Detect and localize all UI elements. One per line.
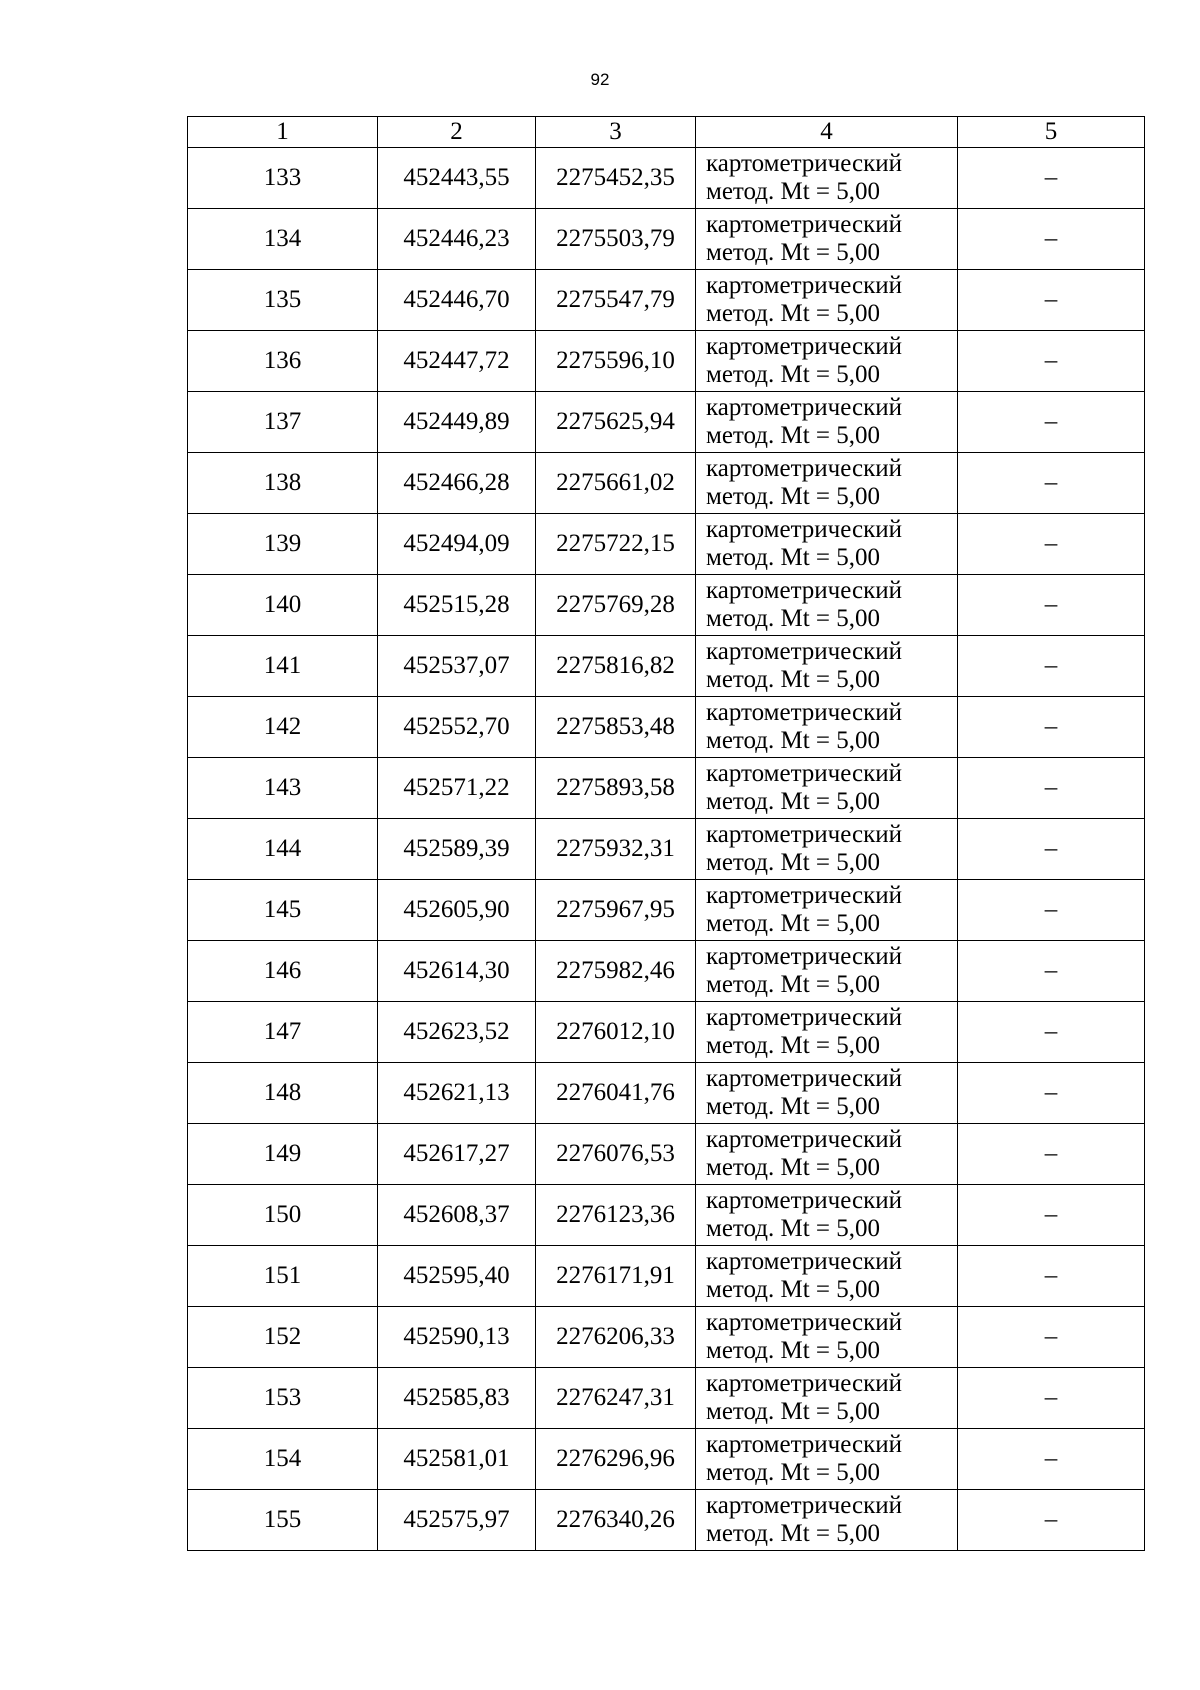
note-cell: –	[958, 209, 1145, 270]
point-number-cell: 144	[188, 819, 378, 880]
page-number: 92	[590, 70, 610, 89]
x-coordinate-cell: 452575,97	[378, 1490, 536, 1551]
method-line-1: картометрический	[706, 1370, 902, 1397]
y-coordinate-cell: 2275625,94	[536, 392, 696, 453]
x-coordinate-cell: 452589,39	[378, 819, 536, 880]
y-coordinate-cell: 2276296,96	[536, 1429, 696, 1490]
table-row	[188, 1429, 1145, 1490]
point-number-cell: 152	[188, 1307, 378, 1368]
method-line-2: метод. Mt = 5,00	[706, 1093, 881, 1120]
note-cell: –	[958, 270, 1145, 331]
method-line-1: картометрический	[706, 577, 902, 604]
x-coordinate-cell: 452581,01	[378, 1429, 536, 1490]
x-coordinate-cell: 452590,13	[378, 1307, 536, 1368]
column-header-2: 2	[378, 117, 536, 148]
table-row	[188, 1002, 1145, 1063]
method-line-1: картометрический	[706, 1309, 902, 1336]
x-coordinate-cell: 452494,09	[378, 514, 536, 575]
method-cell	[696, 575, 958, 636]
method-line-1: картометрический	[706, 211, 902, 238]
y-coordinate-cell: 2276041,76	[536, 1063, 696, 1124]
note-cell: –	[958, 880, 1145, 941]
point-number-cell: 153	[188, 1368, 378, 1429]
y-coordinate-cell: 2276076,53	[536, 1124, 696, 1185]
table-row	[188, 880, 1145, 941]
method-line-2: метод. Mt = 5,00	[706, 788, 881, 815]
column-header-5: 5	[958, 117, 1145, 148]
point-number-cell: 138	[188, 453, 378, 514]
method-line-2: метод. Mt = 5,00	[706, 1459, 881, 1486]
note-cell: –	[958, 819, 1145, 880]
column-header-3: 3	[536, 117, 696, 148]
table-row	[188, 941, 1145, 1002]
method-line-2: метод. Mt = 5,00	[706, 1337, 881, 1364]
table-row	[188, 697, 1145, 758]
note-cell: –	[958, 697, 1145, 758]
method-line-2: метод. Mt = 5,00	[706, 422, 881, 449]
x-coordinate-cell: 452443,55	[378, 148, 536, 209]
method-line-1: картометрический	[706, 1004, 902, 1031]
point-number-cell: 135	[188, 270, 378, 331]
method-cell	[696, 880, 958, 941]
point-number-cell: 151	[188, 1246, 378, 1307]
point-number-cell: 147	[188, 1002, 378, 1063]
header-row	[188, 117, 1145, 148]
point-number-cell: 142	[188, 697, 378, 758]
method-line-2: метод. Mt = 5,00	[706, 727, 881, 754]
method-line-1: картометрический	[706, 516, 902, 543]
method-cell	[696, 1063, 958, 1124]
coordinates-table	[187, 116, 1145, 1551]
method-line-1: картометрический	[706, 1248, 902, 1275]
table-row	[188, 392, 1145, 453]
method-cell	[696, 1124, 958, 1185]
method-cell	[696, 1307, 958, 1368]
table-row	[188, 819, 1145, 880]
point-number-cell: 141	[188, 636, 378, 697]
method-line-2: метод. Mt = 5,00	[706, 910, 881, 937]
method-line-2: метод. Mt = 5,00	[706, 1520, 881, 1547]
x-coordinate-cell: 452605,90	[378, 880, 536, 941]
method-line-1: картометрический	[706, 1126, 902, 1153]
method-line-1: картометрический	[706, 943, 902, 970]
table-row	[188, 1307, 1145, 1368]
point-number-cell: 155	[188, 1490, 378, 1551]
x-coordinate-cell: 452537,07	[378, 636, 536, 697]
method-line-1: картометрический	[706, 882, 902, 909]
table-row	[188, 1185, 1145, 1246]
note-cell: –	[958, 636, 1145, 697]
y-coordinate-cell: 2275982,46	[536, 941, 696, 1002]
method-line-1: картометрический	[706, 150, 902, 177]
x-coordinate-cell: 452571,22	[378, 758, 536, 819]
y-coordinate-cell: 2275661,02	[536, 453, 696, 514]
method-cell	[696, 331, 958, 392]
y-coordinate-cell: 2275503,79	[536, 209, 696, 270]
method-cell	[696, 758, 958, 819]
method-line-1: картометрический	[706, 1492, 902, 1519]
table-row	[188, 1246, 1145, 1307]
table-row	[188, 148, 1145, 209]
point-number-cell: 134	[188, 209, 378, 270]
y-coordinate-cell: 2276171,91	[536, 1246, 696, 1307]
x-coordinate-cell: 452466,28	[378, 453, 536, 514]
point-number-cell: 149	[188, 1124, 378, 1185]
note-cell: –	[958, 453, 1145, 514]
table-row	[188, 1063, 1145, 1124]
point-number-cell: 146	[188, 941, 378, 1002]
note-cell: –	[958, 758, 1145, 819]
y-coordinate-cell: 2276247,31	[536, 1368, 696, 1429]
y-coordinate-cell: 2275547,79	[536, 270, 696, 331]
table-row	[188, 1490, 1145, 1551]
method-cell	[696, 819, 958, 880]
method-line-1: картометрический	[706, 699, 902, 726]
method-line-2: метод. Mt = 5,00	[706, 1398, 881, 1425]
x-coordinate-cell: 452608,37	[378, 1185, 536, 1246]
table-row	[188, 636, 1145, 697]
table-row	[188, 514, 1145, 575]
method-line-2: метод. Mt = 5,00	[706, 483, 881, 510]
y-coordinate-cell: 2275853,48	[536, 697, 696, 758]
note-cell: –	[958, 1429, 1145, 1490]
x-coordinate-cell: 452515,28	[378, 575, 536, 636]
table-body	[188, 148, 1145, 1551]
method-cell	[696, 941, 958, 1002]
point-number-cell: 143	[188, 758, 378, 819]
table-row	[188, 575, 1145, 636]
table-row	[188, 209, 1145, 270]
x-coordinate-cell: 452446,23	[378, 209, 536, 270]
method-line-2: метод. Mt = 5,00	[706, 361, 881, 388]
y-coordinate-cell: 2276012,10	[536, 1002, 696, 1063]
note-cell: –	[958, 331, 1145, 392]
x-coordinate-cell: 452621,13	[378, 1063, 536, 1124]
column-header-4: 4	[696, 117, 958, 148]
x-coordinate-cell: 452595,40	[378, 1246, 536, 1307]
method-line-1: картометрический	[706, 760, 902, 787]
method-line-2: метод. Mt = 5,00	[706, 1215, 881, 1242]
table-row	[188, 453, 1145, 514]
method-cell	[696, 1368, 958, 1429]
method-cell	[696, 453, 958, 514]
method-cell	[696, 148, 958, 209]
method-line-2: метод. Mt = 5,00	[706, 666, 881, 693]
method-line-2: метод. Mt = 5,00	[706, 239, 881, 266]
point-number-cell: 148	[188, 1063, 378, 1124]
note-cell: –	[958, 1124, 1145, 1185]
note-cell: –	[958, 1246, 1145, 1307]
method-line-2: метод. Mt = 5,00	[706, 544, 881, 571]
table-row	[188, 331, 1145, 392]
y-coordinate-cell: 2275722,15	[536, 514, 696, 575]
table-row	[188, 1368, 1145, 1429]
note-cell: –	[958, 514, 1145, 575]
point-number-cell: 140	[188, 575, 378, 636]
method-line-2: метод. Mt = 5,00	[706, 971, 881, 998]
point-number-cell: 154	[188, 1429, 378, 1490]
method-line-2: метод. Mt = 5,00	[706, 178, 881, 205]
table-row	[188, 758, 1145, 819]
column-header-1: 1	[188, 117, 378, 148]
method-line-1: картометрический	[706, 1065, 902, 1092]
x-coordinate-cell: 452552,70	[378, 697, 536, 758]
y-coordinate-cell: 2275816,82	[536, 636, 696, 697]
method-line-1: картометрический	[706, 638, 902, 665]
method-cell	[696, 209, 958, 270]
method-line-1: картометрический	[706, 333, 902, 360]
method-cell	[696, 697, 958, 758]
y-coordinate-cell: 2275769,28	[536, 575, 696, 636]
method-line-1: картометрический	[706, 394, 902, 421]
note-cell: –	[958, 1307, 1145, 1368]
method-cell	[696, 636, 958, 697]
y-coordinate-cell: 2275452,35	[536, 148, 696, 209]
point-number-cell: 145	[188, 880, 378, 941]
point-number-cell: 139	[188, 514, 378, 575]
note-cell: –	[958, 1490, 1145, 1551]
method-cell	[696, 392, 958, 453]
method-cell	[696, 270, 958, 331]
x-coordinate-cell: 452446,70	[378, 270, 536, 331]
method-line-2: метод. Mt = 5,00	[706, 849, 881, 876]
point-number-cell: 136	[188, 331, 378, 392]
method-line-1: картометрический	[706, 455, 902, 482]
method-cell	[696, 1246, 958, 1307]
method-cell	[696, 514, 958, 575]
note-cell: –	[958, 1185, 1145, 1246]
y-coordinate-cell: 2276123,36	[536, 1185, 696, 1246]
method-line-2: метод. Mt = 5,00	[706, 1154, 881, 1181]
x-coordinate-cell: 452585,83	[378, 1368, 536, 1429]
method-line-1: картометрический	[706, 821, 902, 848]
table-row	[188, 270, 1145, 331]
method-line-1: картометрический	[706, 1187, 902, 1214]
method-cell	[696, 1490, 958, 1551]
x-coordinate-cell: 452623,52	[378, 1002, 536, 1063]
method-line-2: метод. Mt = 5,00	[706, 300, 881, 327]
note-cell: –	[958, 941, 1145, 1002]
x-coordinate-cell: 452617,27	[378, 1124, 536, 1185]
note-cell: –	[958, 1002, 1145, 1063]
y-coordinate-cell: 2275932,31	[536, 819, 696, 880]
note-cell: –	[958, 392, 1145, 453]
method-line-1: картометрический	[706, 272, 902, 299]
method-cell	[696, 1429, 958, 1490]
method-cell	[696, 1185, 958, 1246]
y-coordinate-cell: 2276340,26	[536, 1490, 696, 1551]
method-line-1: картометрический	[706, 1431, 902, 1458]
y-coordinate-cell: 2275967,95	[536, 880, 696, 941]
x-coordinate-cell: 452447,72	[378, 331, 536, 392]
x-coordinate-cell: 452449,89	[378, 392, 536, 453]
method-line-2: метод. Mt = 5,00	[706, 1276, 881, 1303]
note-cell: –	[958, 148, 1145, 209]
method-line-2: метод. Mt = 5,00	[706, 605, 881, 632]
y-coordinate-cell: 2275596,10	[536, 331, 696, 392]
y-coordinate-cell: 2276206,33	[536, 1307, 696, 1368]
note-cell: –	[958, 575, 1145, 636]
point-number-cell: 137	[188, 392, 378, 453]
table-row	[188, 1124, 1145, 1185]
note-cell: –	[958, 1368, 1145, 1429]
x-coordinate-cell: 452614,30	[378, 941, 536, 1002]
point-number-cell: 133	[188, 148, 378, 209]
note-cell: –	[958, 1063, 1145, 1124]
y-coordinate-cell: 2275893,58	[536, 758, 696, 819]
point-number-cell: 150	[188, 1185, 378, 1246]
method-line-2: метод. Mt = 5,00	[706, 1032, 881, 1059]
method-cell	[696, 1002, 958, 1063]
